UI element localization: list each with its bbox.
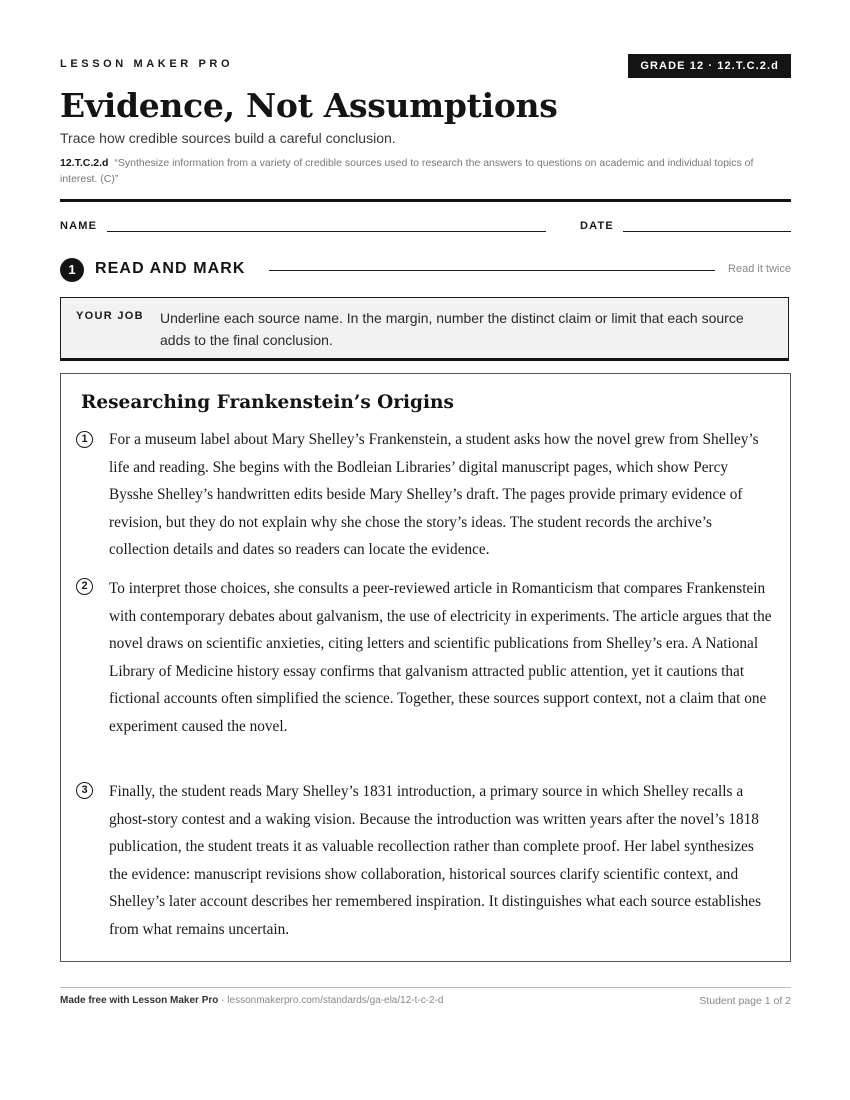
paragraph-number: 2 [76,578,93,595]
section-note: Read it twice [728,263,791,275]
date-field[interactable] [623,231,791,232]
date-label: DATE [580,220,614,232]
paragraph-number: 1 [76,431,93,448]
grade-badge: GRADE 12 · 12.T.C.2.d [628,54,791,78]
name-label: NAME [60,220,98,232]
standard-code: 12.T.C.2.d [60,157,109,169]
standard-statement [60,155,780,187]
footer-separator: · [218,995,228,1006]
footer-made-with: Made free with Lesson Maker Pro [60,995,219,1006]
reading-passage [60,373,791,962]
instructions-box [60,297,789,361]
header-divider [60,199,791,202]
instructions-label: YOUR JOB [76,310,144,322]
page-subtitle: Trace how credible sources build a careful conclusion. [60,130,396,146]
name-field[interactable] [107,231,546,232]
brand-name: LESSON MAKER PRO [60,58,234,70]
page-title: Evidence, Not Assumptions [60,86,558,125]
passage-paragraph: To interpret those choices, she consults a peer-reviewed article in Romanticism that compares Frankenstein with contemporary debates about galvanism, the use of electricity in experiments. The article argues that the novel draws on scientific anxieties, citing letters and scientific publications from Shelley’s era. A National Library of Medicine history essay confirms that galvanism attracted public attention, yet it cautions that fictional accounts often simplified the science. Together, these sources support context, not a claim that one experiment caused the novel. [109,580,772,735]
section-title: READ AND MARK [95,260,246,277]
passage-paragraph: For a museum label about Mary Shelley’s Frankenstein, a student asks how the novel grew from Shelley’s life and reading. She begins with the Bodleian Libraries’ digital manuscript pages, which show Percy Bysshe Shelley’s handwritten edits beside Mary Shelley’s draft. The pages provide primary evidence of revision, but they do not explain why she chose the story’s ideas. The student records the archive’s collection details and dates so readers can locate the evidence. [109,431,759,559]
section-rule [269,270,715,271]
paragraph-number: 3 [76,782,93,799]
page-indicator: Student page 1 of 2 [699,995,791,1007]
footer-divider [60,987,791,988]
instructions-text: Underline each source name. In the margin, number the distinct claim or limit that each source adds to the final conclusion. [160,310,744,348]
footer-url[interactable]: lessonmakerpro.com/standards/ga-ela/12-t-c-2-d [227,995,444,1006]
footer-credit [60,995,444,1006]
standard-text: “Synthesize information from a variety of credible sources used to research the answers to questions on academic and individual topics of interest. (C)” [60,157,754,185]
section-number-badge: 1 [60,258,84,282]
passage-paragraph: Finally, the student reads Mary Shelley’s 1831 introduction, a primary source in which Shelley recalls a ghost-story contest and a waking vision. Because the introduction was written years after the novel’s 1818 publication, the student treats it as valuable recollection rather than complete proof. Her label synthesizes the evidence: manuscript revisions show collaboration, historical sources clarify scientific context, and Shelley’s later account describes her remembered inspiration. It distinguishes what each source establishes from what remains uncertain. [109,783,762,938]
passage-title: Researching Frankenstein’s Origins [81,392,454,413]
